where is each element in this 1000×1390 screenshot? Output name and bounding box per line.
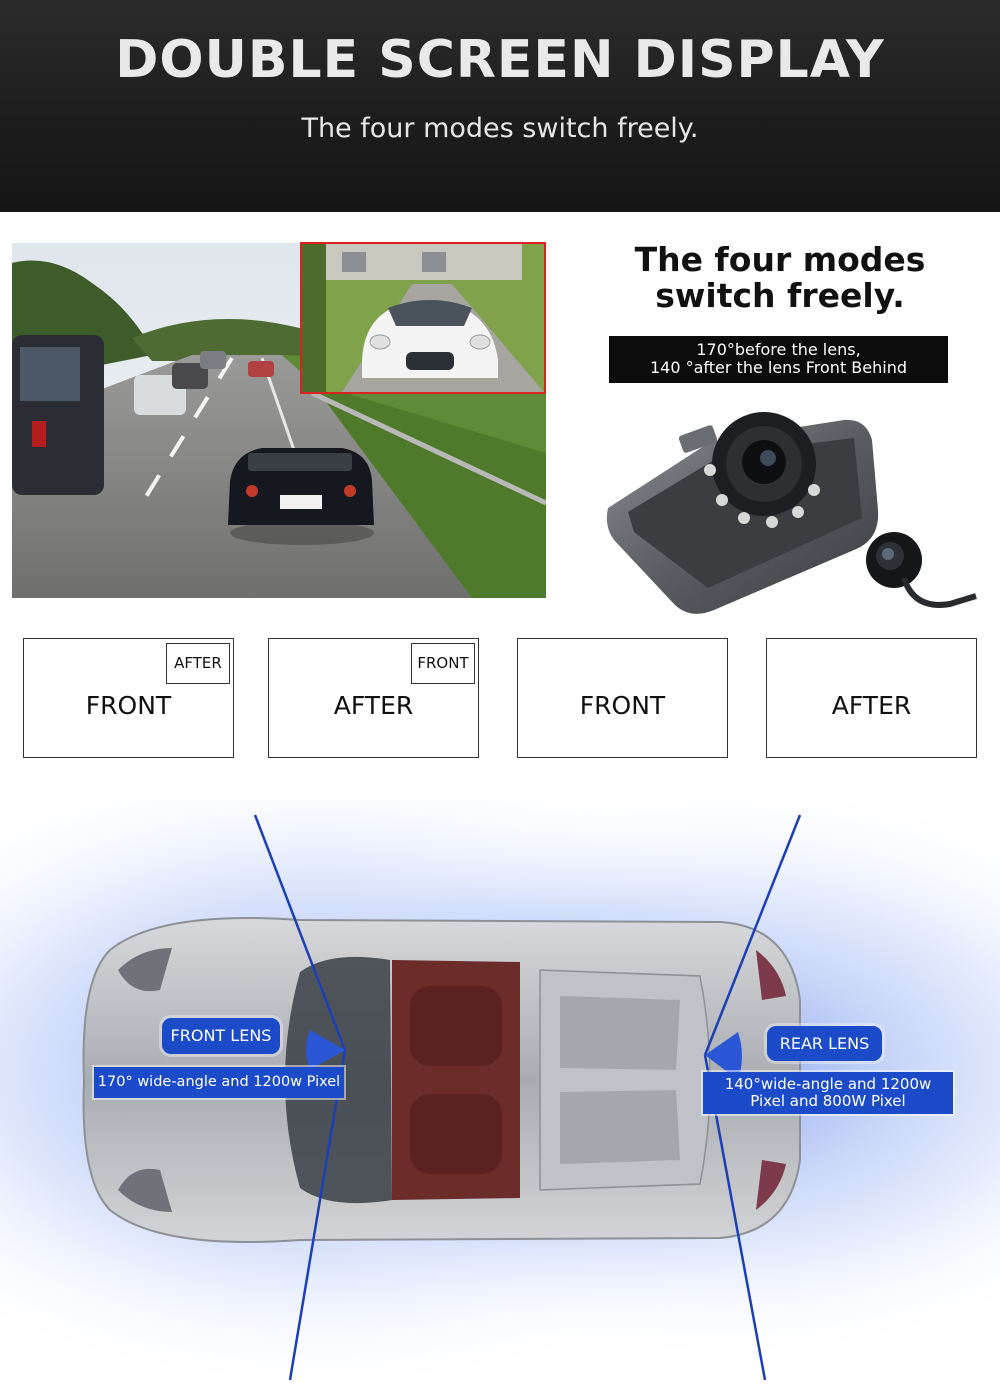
mode-front-only — [517, 638, 728, 758]
mode-main-label: AFTER — [333, 691, 414, 720]
rear-lens-spec-line-2: Pixel and 800W Pixel — [750, 1092, 906, 1110]
mode-after-only — [766, 638, 977, 758]
rear-lens-spec — [703, 1072, 953, 1114]
rear-lens-spec-line-1: 140°wide-angle and 1200w — [724, 1075, 932, 1093]
lens-angle-spec — [609, 336, 948, 383]
modes-heading-line-2: switch freely. — [655, 276, 905, 315]
mode-inset-label: FRONT — [411, 643, 475, 684]
mode-main-label: FRONT — [85, 691, 172, 720]
mode-inset-label: AFTER — [166, 643, 230, 684]
header-banner — [0, 0, 1000, 212]
page-title: DOUBLE SCREEN DISPLAY — [115, 30, 885, 90]
dash-camera-product-image — [604, 400, 984, 628]
page-subtitle: The four modes switch freely. — [301, 113, 699, 144]
mode-main-label: AFTER — [831, 691, 912, 720]
front-lens-label: FRONT LENS — [162, 1018, 280, 1054]
front-lens-spec: 170° wide-angle and 1200w Pixel — [94, 1067, 344, 1098]
mode-after-with-front-inset — [268, 638, 479, 758]
lens-angle-spec-line-2: 140 °after the lens Front Behind — [649, 358, 907, 377]
mode-front-with-after-inset — [23, 638, 234, 758]
modes-heading-line-1: The four modes — [634, 240, 926, 279]
mode-main-label: FRONT — [579, 691, 666, 720]
modes-heading — [610, 242, 950, 314]
rear-view-inset-photo — [300, 242, 546, 394]
lens-angle-spec-line-1: 170°before the lens, — [696, 340, 861, 359]
rear-lens-label: REAR LENS — [767, 1026, 882, 1061]
